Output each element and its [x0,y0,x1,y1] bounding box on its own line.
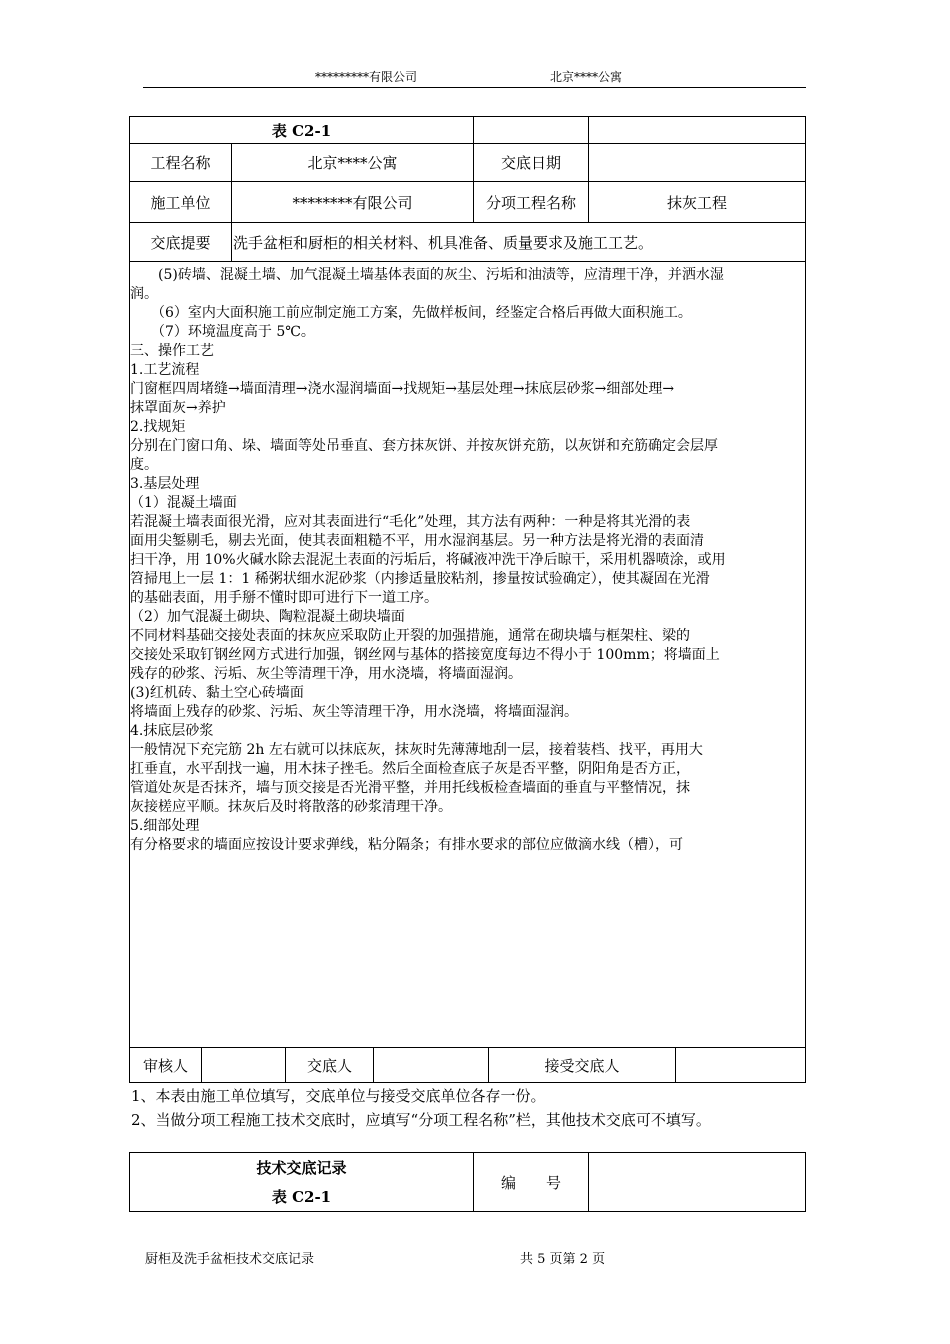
note-item: 1、本表由施工单位填写，交底单位与接受交底单位各存一份。 [131,1087,546,1105]
next-form-number-label: 编 号 [474,1153,589,1212]
content-line: 分别在门窗口角、垛、墙面等处吊垂直、套方抹灰饼、并按灰饼充筋，以灰饼和充筋确定会层厚 [130,438,718,454]
form-table-no: 表 C2-1 [130,117,474,144]
project-name-value: 北京****公寓 [232,144,474,182]
note-item: 2、当做分项工程施工技术交底时，应填写“分项工程名称”栏，其他技术交底可不填写。 [131,1111,711,1129]
content-line: 不同材料基础交接处表面的抹灰应采取防止开裂的加强措施，通常在砌块墙与框架柱、梁的 [130,628,690,644]
contractor-label: 施工单位 [130,182,232,223]
content-line: 1.工艺流程 [130,362,200,378]
content-line: 抹罩面灰→养护 [130,400,226,416]
form-empty-cell [589,117,806,144]
next-form-table [129,1152,806,1212]
content-line: 一般情况下充完筋 2h 左右就可以抹底灰，抹灰时先薄薄地刮一层，接着装档、找平，再用大 [130,742,703,758]
receiver-value [676,1048,806,1083]
content-line: 残存的砂浆、污垢、灰尘等清理干净，用水浇墙，将墙面湿润。 [130,666,522,682]
content-line: 5.细部处理 [130,818,200,834]
header-project: 北京****公寓 [550,70,623,84]
sub-project-label: 分项工程名称 [474,182,589,223]
content-line: 润。 [130,286,158,302]
content-line: (5)砖墙、混凝土墙、加气混凝土墙基体表面的灰尘、污垢和油渍等，应清理干净，并洒水湿 [130,267,724,283]
discloser-value [374,1048,489,1083]
header-company: *********有限公司 [315,70,418,84]
sub-project-value: 抹灰工程 [589,182,806,223]
reviewer-label: 审核人 [130,1048,202,1083]
content-line: （6）室内大面积施工前应制定施工方案，先做样板间，经鉴定合格后再做大面积施工。 [130,305,692,321]
content-line: 扫干净，用 10%火碱水除去混泥土表面的污垢后，将碱液冲洗干净后晾干，采用机器喷涂，或用 [130,552,726,568]
form-empty-cell [474,117,589,144]
content-line: 交接处采取钉钢丝网方式进行加强，钢丝网与基体的搭接宽度每边不得小于 100mm；将墙面上 [130,647,720,663]
content-line: 门窗框四周堵缝→墙面清理→浇水湿润墙面→找规矩→基层处理→抹底层砂浆→细部处理→ [130,381,675,397]
content-line: 的基础表面，用手掰不懂时即可进行下一道工序。 [130,590,438,606]
content-line: 管道处灰是否抹齐，墙与顶交接是否光滑平整，并用托线板检查墙面的垂直与平整情况，抹 [130,780,690,796]
contractor-value: ********有限公司 [232,182,474,223]
content-line: （1）混凝土墙面 [130,495,237,511]
content-line: 若混凝土墙表面很光滑，应对其表面进行“毛化”处理，其方法有两种：一种是将其光滑的表 [130,514,691,530]
signoff-table [129,1047,806,1083]
content-line: 3.基层处理 [130,476,200,492]
content-line: 有分格要求的墙面应按设计要求弹线，粘分隔条；有排水要求的部位应做滴水线（槽），可 [130,837,683,853]
discloser-label: 交底人 [286,1048,374,1083]
next-form-table-no: 表 C2-1 [130,1182,474,1212]
project-name-label: 工程名称 [130,144,232,182]
content-line: 4.抹底层砂浆 [130,723,214,739]
content-body [130,266,804,855]
form-header-table [129,116,806,262]
content-line: 面用尖錾剔毛，剔去光面，使其表面粗糙不平，用水湿润基层。另一种方法是将光滑的表面清 [130,533,704,549]
content-line: （7）环境温度高于 5℃。 [130,324,315,340]
content-line: 度。 [130,457,158,473]
content-line: 灰接槎应平顺。抹灰后及时将散落的砂浆清理干净。 [130,799,452,815]
content-line: 扛垂直，水平刮找一遍，用木抹子挫毛。然后全面检查底子灰是否平整，阴阳角是否方正， [130,761,690,777]
content-line: （2）加气混凝土砌块、陶粒混凝土砌块墙面 [130,609,405,625]
content-line: 2.找规矩 [130,419,186,435]
content-line: 三、操作工艺 [130,343,214,359]
notes [131,1084,711,1132]
receiver-label: 接受交底人 [489,1048,676,1083]
date-value [589,144,806,182]
summary-value: 洗手盆柜和厨柜的相关材料、机具准备、质量要求及施工工艺。 [232,223,806,262]
footer-doc-title: 厨柜及洗手盆柜技术交底记录 [145,1252,315,1267]
summary-label: 交底提要 [130,223,232,262]
next-form-title: 技术交底记录 [130,1153,474,1182]
content-line: 笤掃甩上一层 1：1 稀粥状细水泥砂浆（内掺适量胶粘剂，掺量按试验确定），使其凝固在光滑 [130,571,710,587]
reviewer-value [202,1048,286,1083]
date-label: 交底日期 [474,144,589,182]
header-rule [143,87,806,88]
content-line: (3)红机砖、黏土空心砖墙面 [130,685,304,701]
footer-page-info: 共 5 页第 2 页 [520,1252,606,1267]
next-form-number-value [589,1153,806,1212]
content-line: 将墙面上残存的砂浆、污垢、灰尘等清理干净，用水浇墙，将墙面湿润。 [130,704,578,720]
